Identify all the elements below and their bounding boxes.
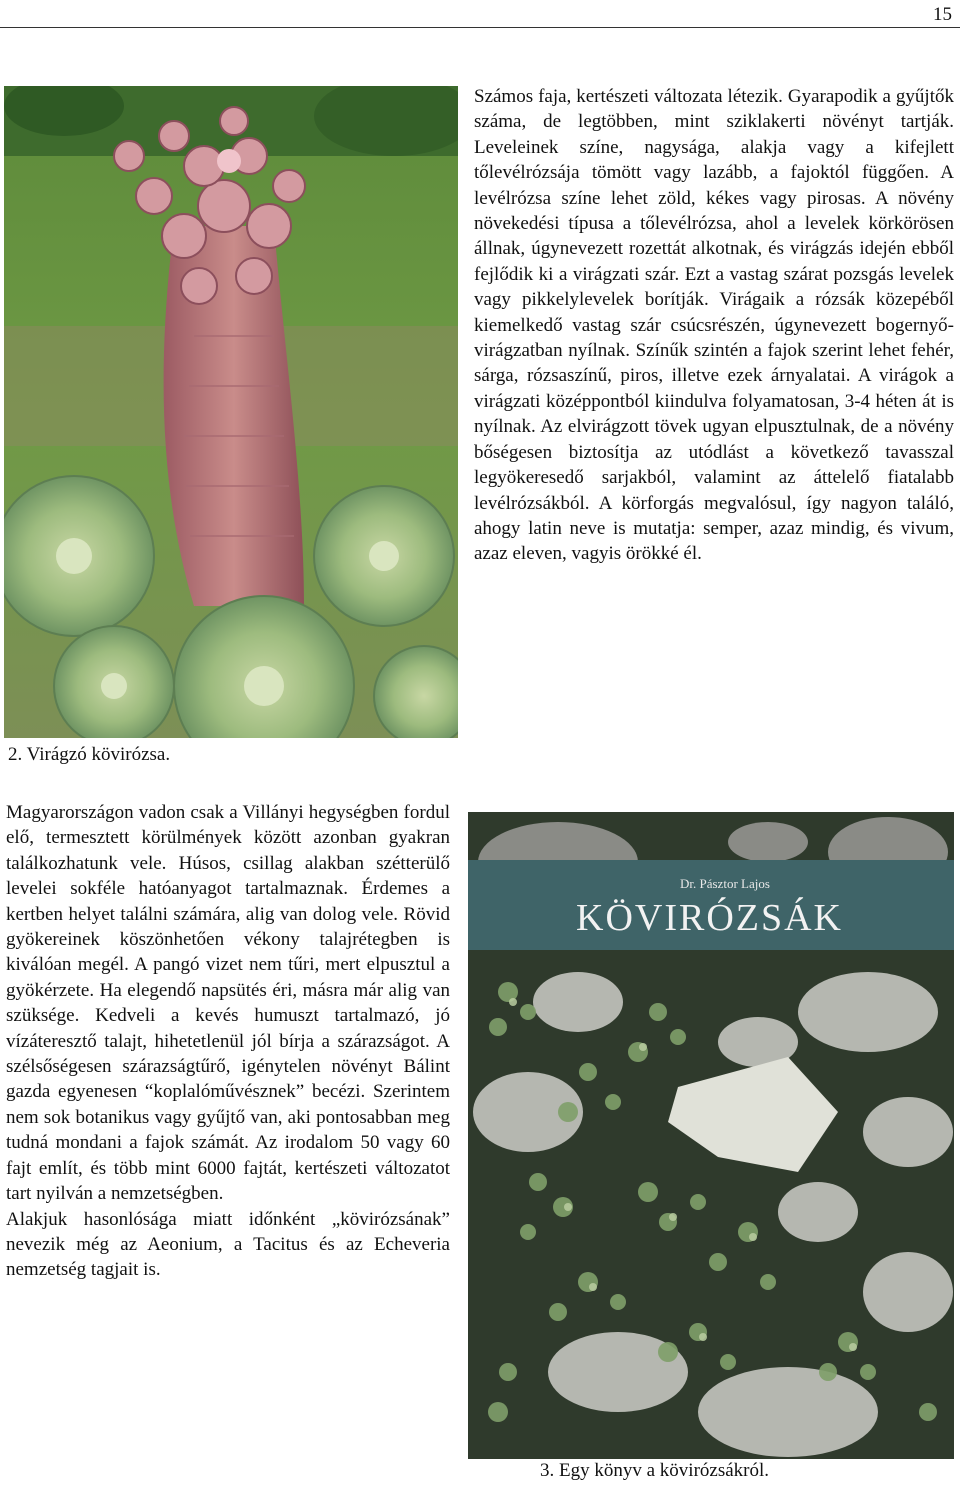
book-author: Dr. Pásztor Lajos — [680, 876, 770, 891]
left-column-text — [6, 800, 450, 1283]
book-title: KÖVIRÓZSÁK — [576, 897, 843, 939]
right-paragraph: Számos faja, kertészeti változata létezik. Gyarapodik a gyűjtők száma, de legtöbben, mint sziklakerti növényt tartják. Leveleinek színe, nagysága, alakja vagy a kifejlett tőlevélrózsája tömött vagy lazább, a fajoktól függően. A levélrózsa színe lehet zöld, kékes vagy pirosas. A növény növekedési típusa a tőlevélrózsa, ahol a levelek körkörösen állnak, úgynevezett rozettát alkotnak, és virágzás idején ebből fejlődik ki a virágzati szár. Ezt a vastag szárat pozsgás levelek vagy pikkelylevelek borítják. Virágaik a rózsák közepéből kiemelkedő vastag szár csúcsrészén, úgynevezett bogernyő-virágzatban nyílnak. Színűk szintén a fajok szerint lehet fehér, sárga, rózsaszínű, piros, illetve ezek árnyalatai. A virágok a virágzati középpontból kiindulva folyamatosan, 3-4 héten át is nyílnak. Az elvirágzott tövek ugyan elpusztulnak, de a növény bőségesen biztosítja az utódlást a következő tavasszal legyökeresedő sarjakból, valamint az áttelelő fiatalabb levélrózsákból. A körforgás megvalósul, így nagyon találó, ahogy latin neve is mutatja: semper, azaz mindig, és vivum, azaz eleven, vagyis örökké él. — [474, 86, 954, 565]
left-paragraph-1: Magyarországon vadon csak a Villányi hegységben fordul elő, termesztett körülmények között azonban gyakran találkozhatunk vele. Húsos, csillag alakban szétterülő levelei sokféle hatóanyagot tartalmaznak. Érdemes a kertben helyet találni számára, alig van dolog vele. Rövid gyökereinek köszönhetően vékony talajrétegben is kiválóan megél. A pangó vizet nem tűri, mert elpusztul a gyökérzete. Ha elegendő napsütés éri, másra már alig van szüksége. Kedveli a kevés humuszt tartalmazó, jó vízáteresztő talajt, hihetetlenül jól bírja a szárazságot. A szélsőségesen szárazságtűrő, igénytelen növényt Bálint gazda egyenesen “koplalóművésznek” becézi. Szerintem nem sok botanikus vagy gyűjtő van, aki pontosabban meg tudná mondani a fajok számát. Az irodalom 50 vagy 60 fajt említ, és több mint 6000 fajtát, kertészeti változatot tart nyilván a nemzetségben. — [6, 802, 450, 1205]
page-number: 15 — [933, 4, 952, 25]
figure-3-caption: 3. Egy könyv a kövirózsákról. — [540, 1460, 770, 1481]
photo-book-cover — [468, 812, 954, 1459]
houseleek-illustration — [4, 86, 458, 738]
figure-2-caption: 2. Virágzó kövirózsa. — [8, 744, 171, 765]
right-column-text — [474, 84, 954, 567]
book-cover-illustration — [468, 812, 954, 1459]
header-rule — [0, 27, 960, 28]
left-paragraph-2: Alakjuk hasonlósága miatt időnként „kövirózsának” nevezik még az Aeonium, a Tacitus és az Echeveria nemzetség tagjait is. — [6, 1208, 450, 1281]
photo-flowering-houseleek — [4, 86, 458, 738]
